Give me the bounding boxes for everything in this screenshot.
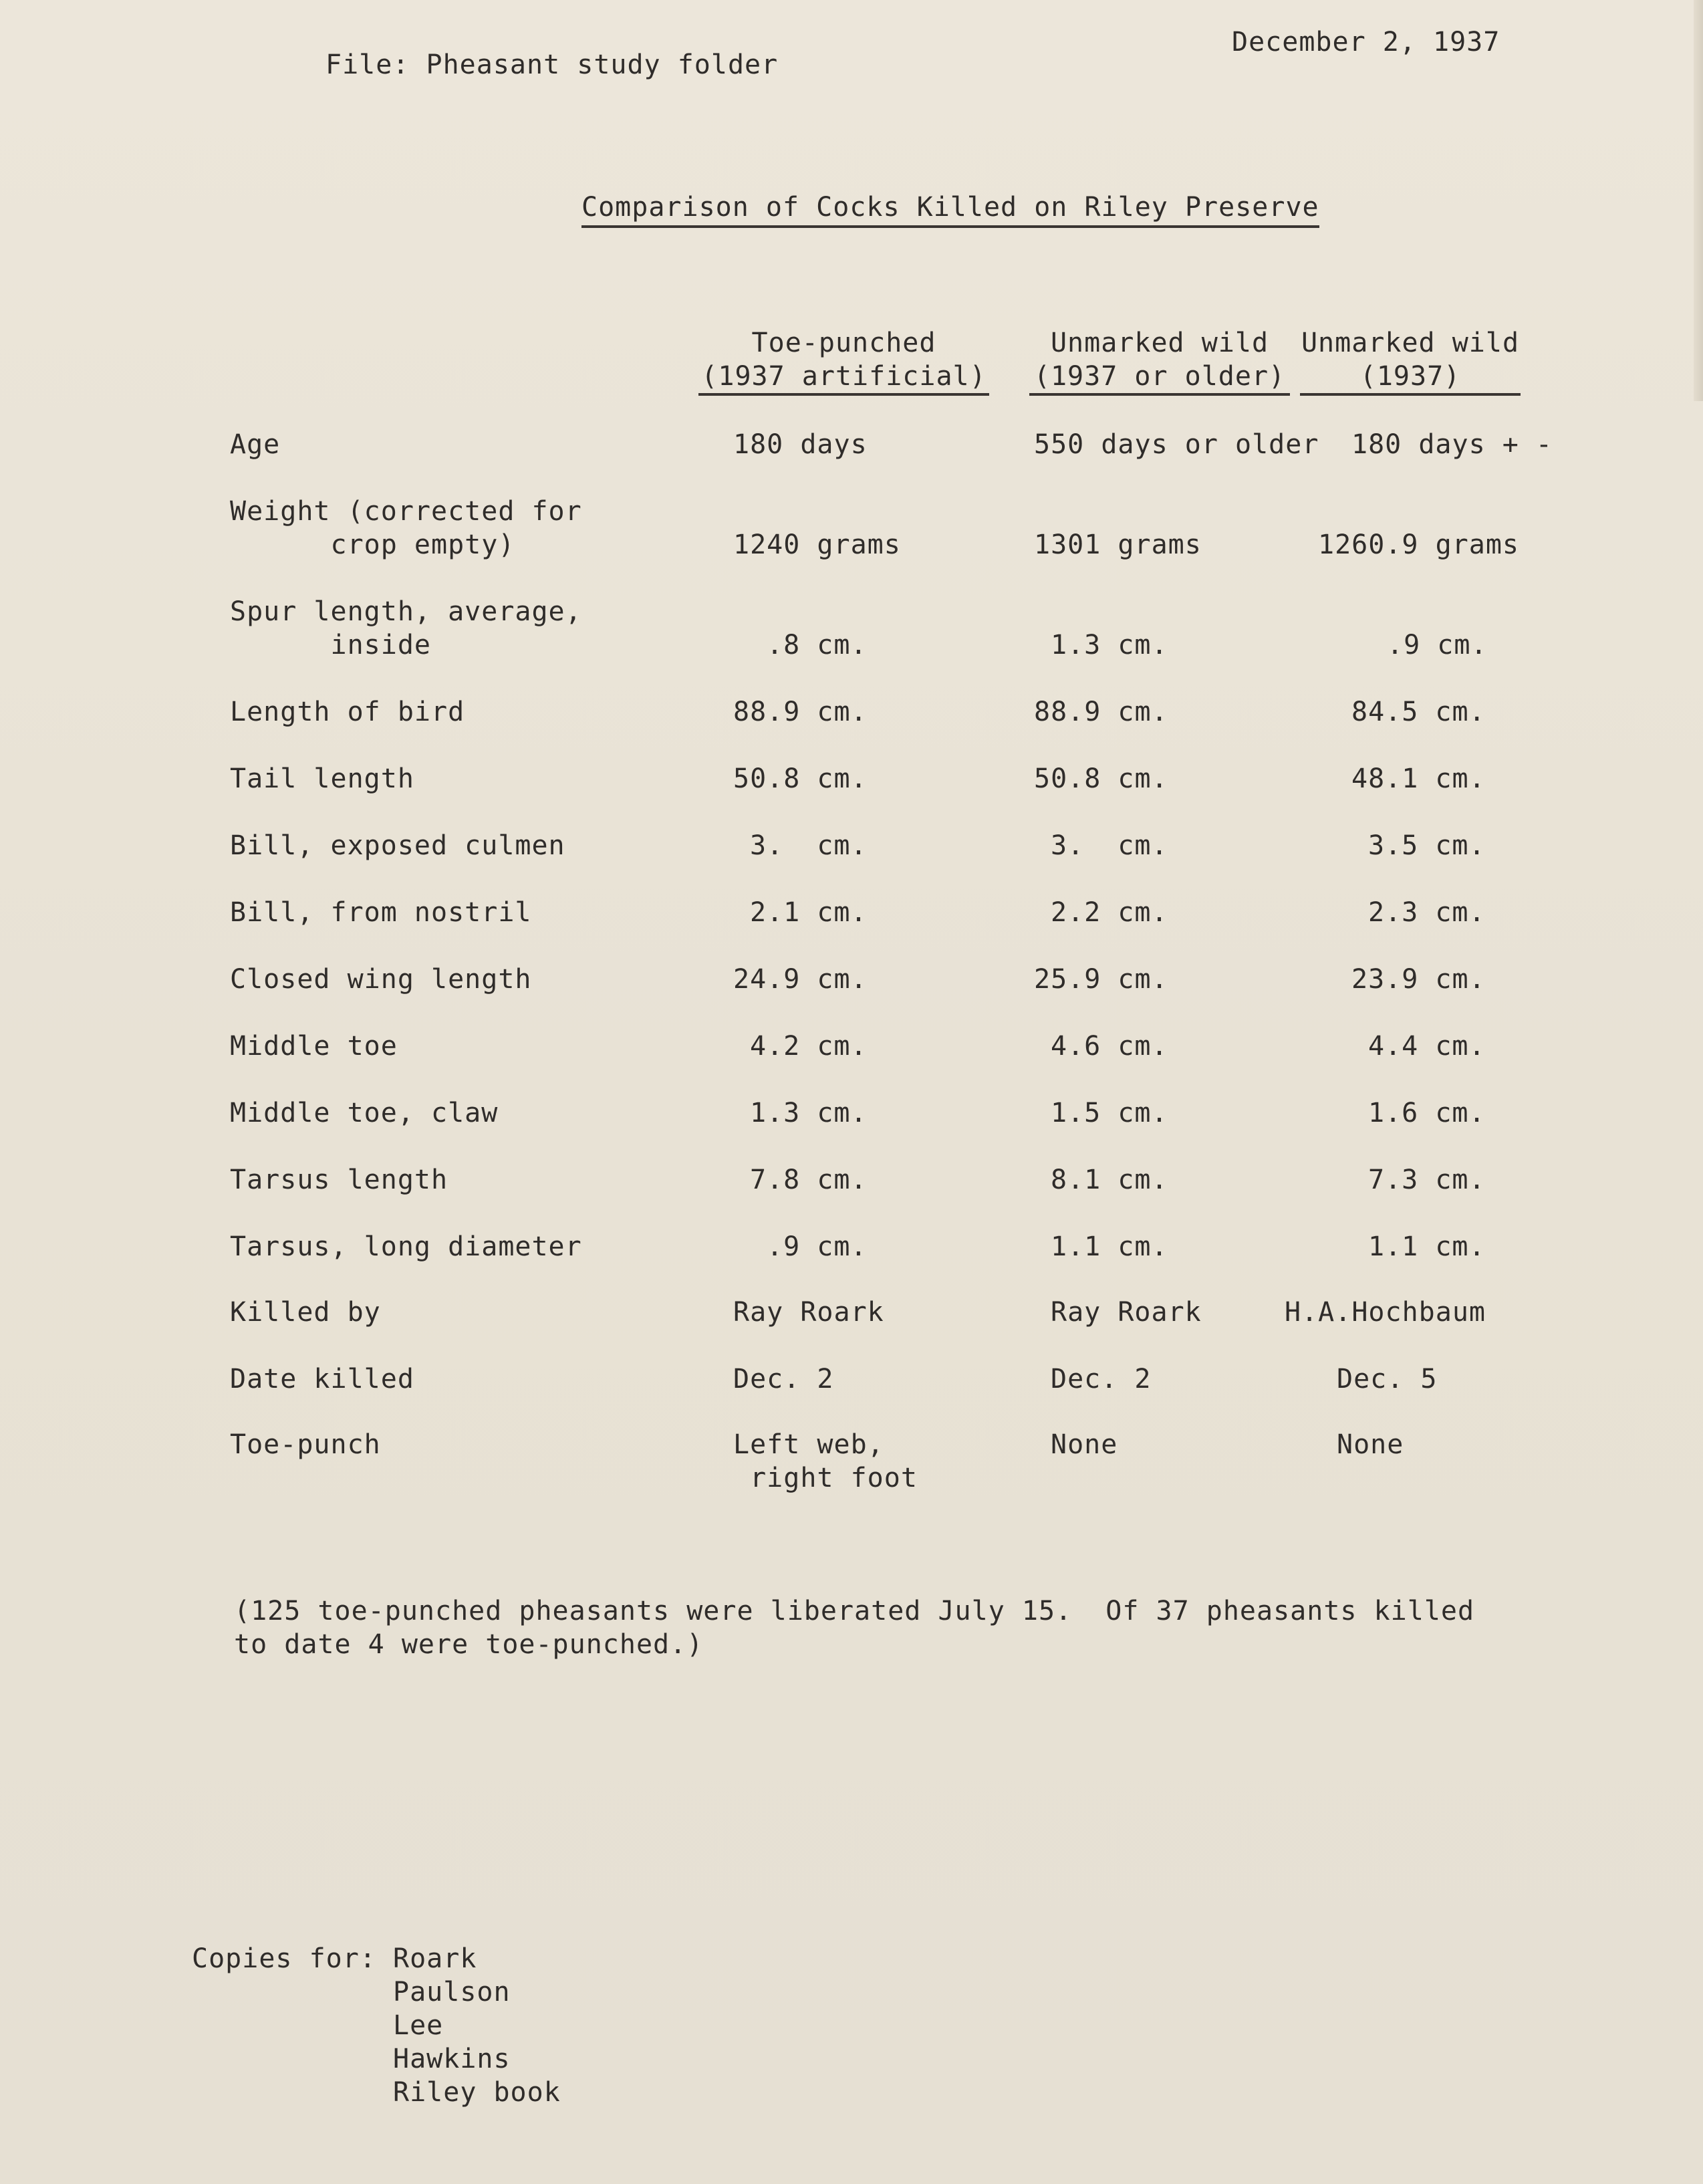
column-header-unmarked-older: [1029, 326, 1290, 396]
document-date: December 2, 1937: [1232, 27, 1500, 57]
cell-unmarked-1937: Dec. 5: [1337, 1364, 1438, 1394]
cell-toe-punched: 3. cm.: [750, 830, 868, 861]
footnote: (125 toe-punched pheasants were liberated July 15. Of 37 pheasants killed to date 4 were toe-punched.): [234, 1596, 1475, 1660]
cell-toe-punched: 4.2 cm.: [750, 1031, 868, 1062]
cell-toe-punched: 1.3 cm.: [750, 1098, 868, 1128]
column-header-line1: Unmarked wild: [1050, 328, 1269, 358]
cell-unmarked-1937: H.A.Hochbaum: [1285, 1297, 1486, 1328]
cell-toe-punched: .8 cm.: [767, 630, 868, 660]
cell-unmarked-1937: 7.3 cm.: [1368, 1165, 1486, 1195]
cell-unmarked-1937: 4.4 cm.: [1368, 1031, 1486, 1062]
cell-unmarked-older: 1301 grams: [1034, 529, 1202, 560]
cell-unmarked-1937: .9 cm.: [1387, 630, 1488, 660]
cell-toe-punched: 7.8 cm.: [750, 1165, 868, 1195]
cell-unmarked-1937: 23.9 cm.: [1351, 964, 1486, 995]
column-header-line1: Toe-punched: [751, 328, 936, 358]
document-title: Comparison of Cocks Killed on Riley Preserve: [581, 191, 1319, 228]
cell-toe-punched: Ray Roark: [733, 1297, 884, 1328]
column-header-line1: Unmarked wild: [1301, 328, 1520, 358]
cell-unmarked-1937: 2.3 cm.: [1368, 897, 1486, 928]
cell-unmarked-1937: 48.1 cm.: [1351, 763, 1486, 794]
row-label: Middle toe, claw: [230, 1098, 499, 1128]
cell-unmarked-1937: 1.1 cm.: [1368, 1231, 1486, 1262]
cell-toe-punched: 2.1 cm.: [750, 897, 868, 928]
cell-unmarked-older: 8.1 cm.: [1051, 1165, 1168, 1195]
row-label: Weight (corrected for crop empty): [230, 496, 582, 560]
cell-unmarked-1937: None: [1337, 1429, 1404, 1460]
cell-unmarked-older: 1.5 cm.: [1051, 1098, 1168, 1128]
row-label: Bill, exposed culmen: [230, 830, 565, 861]
row-label: Killed by: [230, 1297, 381, 1328]
cell-unmarked-older: 50.8 cm.: [1034, 763, 1168, 794]
row-label: Length of bird: [230, 697, 465, 727]
cell-toe-punched: Left web, right foot: [733, 1429, 918, 1493]
row-label: Middle toe: [230, 1031, 398, 1062]
row-label: Toe-punch: [230, 1429, 381, 1460]
row-label: Spur length, average, inside: [230, 596, 582, 660]
cell-unmarked-older: Ray Roark: [1051, 1297, 1202, 1328]
cell-unmarked-older: 2.2 cm.: [1051, 897, 1168, 928]
row-label: Tarsus length: [230, 1165, 448, 1195]
cell-unmarked-1937: 1.6 cm.: [1368, 1098, 1486, 1128]
cell-toe-punched: 24.9 cm.: [733, 964, 868, 995]
row-label: Tail length: [230, 763, 414, 794]
cell-unmarked-older: 1.1 cm.: [1051, 1231, 1168, 1262]
copies-list: Copies for: Roark Paulson Lee Hawkins Riley book: [192, 1943, 561, 2108]
cell-unmarked-older: 25.9 cm.: [1034, 964, 1168, 995]
cell-toe-punched: 180 days: [733, 429, 868, 460]
cell-unmarked-1937: 3.5 cm.: [1368, 830, 1486, 861]
cell-unmarked-older: 3. cm.: [1051, 830, 1168, 861]
paper-edge: [1694, 0, 1703, 401]
cell-unmarked-1937: 180 days + -: [1351, 429, 1553, 460]
row-label: Age: [230, 429, 281, 460]
cell-toe-punched: 1240 grams: [733, 529, 901, 560]
cell-toe-punched: 88.9 cm.: [733, 697, 868, 727]
column-header-line2: (1937 artificial): [698, 360, 989, 396]
row-label: Date killed: [230, 1364, 414, 1394]
column-header-line2: (1937 or older): [1029, 360, 1290, 396]
row-label: Bill, from nostril: [230, 897, 532, 928]
column-header-unmarked-1937: [1300, 326, 1521, 396]
row-label: Closed wing length: [230, 964, 532, 995]
file-line: File: Pheasant study folder: [325, 49, 779, 80]
cell-toe-punched: .9 cm.: [767, 1231, 868, 1262]
cell-unmarked-older: 550 days or older: [1034, 429, 1319, 460]
cell-unmarked-older: 1.3 cm.: [1051, 630, 1168, 660]
cell-unmarked-older: None: [1051, 1429, 1118, 1460]
column-header-toe-punched: [698, 326, 989, 396]
cell-unmarked-older: Dec. 2: [1051, 1364, 1152, 1394]
cell-unmarked-older: 88.9 cm.: [1034, 697, 1168, 727]
row-label: Tarsus, long diameter: [230, 1231, 582, 1262]
cell-unmarked-1937: 1260.9 grams: [1318, 529, 1519, 560]
cell-unmarked-1937: 84.5 cm.: [1351, 697, 1486, 727]
cell-toe-punched: Dec. 2: [733, 1364, 834, 1394]
column-header-line2: (1937): [1300, 360, 1521, 396]
cell-toe-punched: 50.8 cm.: [733, 763, 868, 794]
cell-unmarked-older: 4.6 cm.: [1051, 1031, 1168, 1062]
